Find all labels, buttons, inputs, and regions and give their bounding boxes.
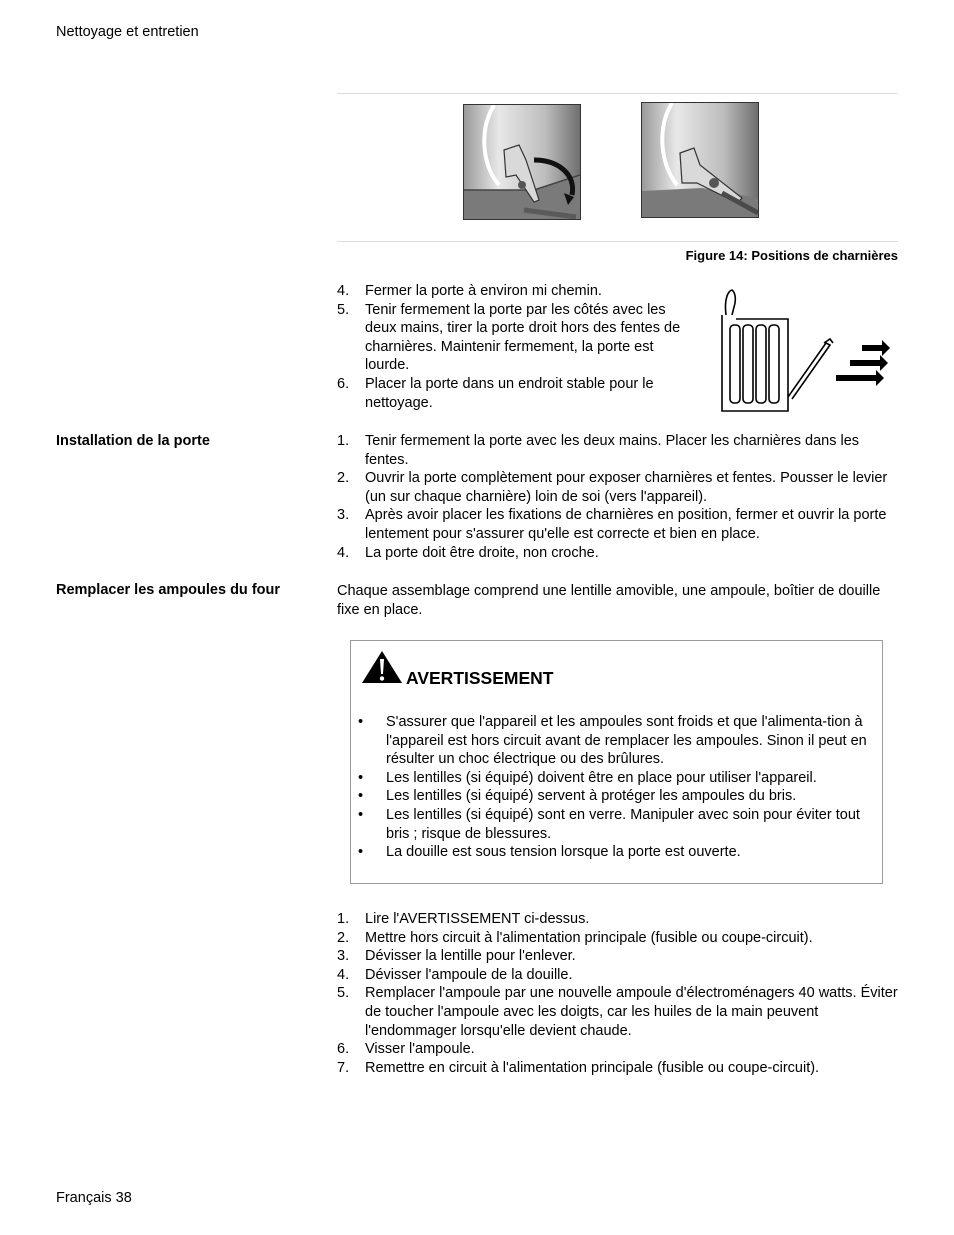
page-footer: Français 38 xyxy=(56,1190,132,1206)
figure-caption: Figure 14: Positions de charnières xyxy=(685,248,898,263)
list-item: • Les lentilles (si équipé) sont en verre. Manipuler avec soin pour éviter tout bris ; risque de blessures. xyxy=(358,806,860,842)
list-item: 3. Après avoir placer les fixations de charnières en position, fermer et ouvrir la porte lentement pour s'assurer qu'elle est correcte et bien en place. xyxy=(337,507,887,542)
list-item: 2. Ouvrir la porte complètement pour exposer charnières et fentes. Pousser le levier (un sur chaque charnière) loin de soi (vers l'appareil). xyxy=(337,470,888,505)
warning-title: AVERTISSEMENT xyxy=(406,668,554,688)
list-item: • La douille est sous tension lorsque la porte est ouverte. xyxy=(358,844,741,861)
list-item: • S'assurer que l'appareil et les ampoules sont froids et que l'alimenta-tion à l'appareil est hors circuit avant de remplacer les ampoules. Sinon il peut en résulter un choc électrique ou des brûlures. xyxy=(358,714,867,768)
installation-steps xyxy=(337,432,903,562)
list-item: 3. Dévisser la lentille pour l'enlever. xyxy=(337,948,576,965)
warning-box xyxy=(350,640,883,884)
list-item: 4. Dévisser l'ampoule de la douille. xyxy=(337,966,573,983)
bulbs-intro: Chaque assemblage comprend une lentille amovible, une ampoule, boîtier de douille fixe en place. xyxy=(337,583,881,618)
list-item: • Les lentilles (si équipé) servent à protéger les ampoules du bris. xyxy=(358,788,797,805)
hinge-photo-lever-closed xyxy=(641,102,759,218)
page-header: Nettoyage et entretien xyxy=(56,24,199,40)
list-item: • Les lentilles (si équipé) doivent être en place pour utiliser l'appareil. xyxy=(358,769,817,786)
oven-door-removal-illustration xyxy=(716,287,892,413)
list-item: 1. Lire l'AVERTISSEMENT ci-dessus. xyxy=(337,911,590,927)
figure-bottom-rule xyxy=(337,241,898,242)
hinge-photo-lever-open xyxy=(463,104,581,220)
installation-heading: Installation de la porte xyxy=(56,433,210,449)
list-item: 1. Tenir fermement la porte avec les deux mains. Placer les charnières dans les fentes. xyxy=(337,433,860,468)
list-item: 7. Remettre en circuit à l'alimentation principale (fusible ou coupe-circuit). xyxy=(337,1059,820,1076)
list-item: 5. Tenir fermement la porte par les côtés avec les deux mains, tirer la porte droit hors des fentes de charnières. Maintenir fermement, la porte est lourde. xyxy=(337,301,681,374)
door-removal-steps xyxy=(337,282,695,412)
list-item: 6. Placer la porte dans un endroit stable pour le nettoyage. xyxy=(337,375,654,411)
list-item: 6. Visser l'ampoule. xyxy=(337,1041,475,1058)
figure-top-rule xyxy=(337,93,898,94)
bulb-replacement-steps xyxy=(337,910,903,1077)
warning-list xyxy=(358,713,873,862)
bulbs-heading: Remplacer les ampoules du four xyxy=(56,582,281,598)
warning-triangle-icon xyxy=(361,650,403,688)
list-item: 5. Remplacer l'ampoule par une nouvelle ampoule d'électroménagers 40 watts. Éviter de toucher l'ampoule avec les doigts, car les huiles de la main peuvent l'endommager lorsqu'elle devient chaude. xyxy=(337,985,898,1039)
list-item: 4. La porte doit être droite, non croche. xyxy=(337,544,599,561)
list-item: 4. Fermer la porte à environ mi chemin. xyxy=(337,283,602,299)
list-item: 2. Mettre hors circuit à l'alimentation principale (fusible ou coupe-circuit). xyxy=(337,929,813,946)
